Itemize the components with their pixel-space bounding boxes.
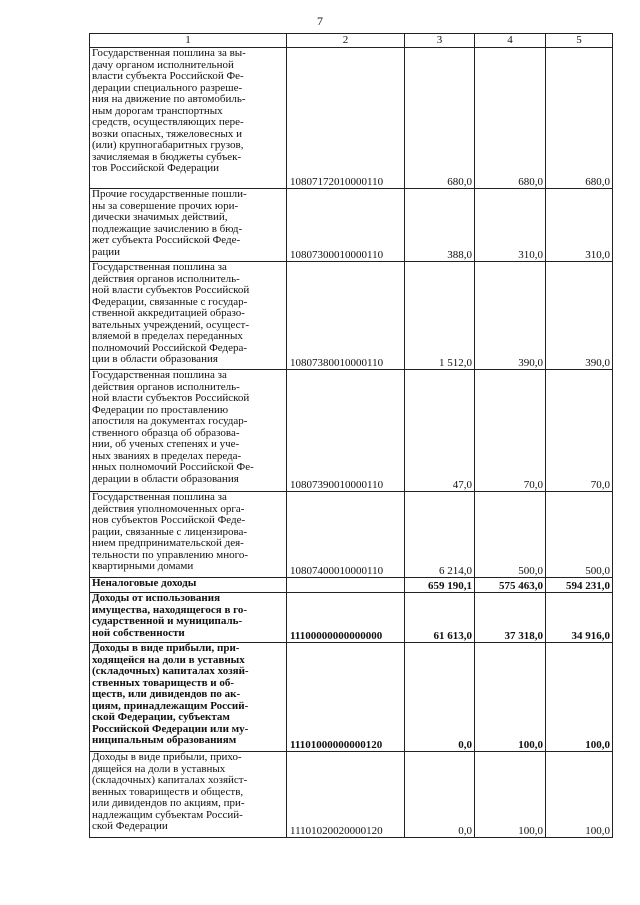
table-row	[90, 370, 613, 492]
table-row	[90, 593, 613, 643]
table-row	[90, 643, 613, 752]
table-row	[90, 578, 613, 593]
revenue-name: Прочие государственные пошли- ны за совершение прочих юри- дически значимых действий, подлежащие зачислению в бюд- жет субъекта Российской Феде- рации	[90, 189, 287, 262]
budget-code	[287, 578, 405, 593]
revenue-name: Государственная пошлина за действия органов исполнитель- ной власти субъектов Российской Федерации по проставлению апостиля на документах государ- ственного образца об образова- нии, об ученых степенях и уче- ных званиях в пределах переда- нных полномочий Российской Фе- дерации в области образования	[90, 370, 287, 492]
value-col3: 47,0	[405, 370, 475, 492]
budget-code: 11101020020000120	[287, 752, 405, 838]
value-col4: 70,0	[475, 370, 546, 492]
value-col4: 310,0	[475, 189, 546, 262]
value-col3: 0,0	[405, 752, 475, 838]
revenue-name: Неналоговые доходы	[90, 578, 287, 593]
column-header-1: 1	[90, 34, 287, 48]
value-col4: 500,0	[475, 492, 546, 578]
budget-code: 11101000000000120	[287, 643, 405, 752]
value-col5: 70,0	[546, 370, 613, 492]
value-col5: 100,0	[546, 752, 613, 838]
table-row	[90, 752, 613, 838]
value-col3: 6 214,0	[405, 492, 475, 578]
value-col5: 680,0	[546, 48, 613, 189]
budget-code: 10807390010000110	[287, 370, 405, 492]
value-col4: 680,0	[475, 48, 546, 189]
value-col3: 388,0	[405, 189, 475, 262]
value-col4: 100,0	[475, 752, 546, 838]
budget-code: 10807172010000110	[287, 48, 405, 189]
table-row	[90, 48, 613, 189]
value-col5: 390,0	[546, 262, 613, 370]
budget-revenue-table	[89, 33, 613, 838]
revenue-name: Доходы в виде прибыли, прихо- дящейся на доли в уставных (складочных) капиталах хозяйст- венных товариществ и обществ, или дивидендов по акциям, при- надлежащим субъектам Россий- ской Федерации	[90, 752, 287, 838]
budget-code: 10807400010000110	[287, 492, 405, 578]
value-col3: 1 512,0	[405, 262, 475, 370]
column-header-2: 2	[287, 34, 405, 48]
value-col5: 594 231,0	[546, 578, 613, 593]
value-col5: 100,0	[546, 643, 613, 752]
page-number: 7	[317, 14, 323, 28]
value-col4: 37 318,0	[475, 593, 546, 643]
column-header-5: 5	[546, 34, 613, 48]
table-row	[90, 189, 613, 262]
value-col4: 100,0	[475, 643, 546, 752]
revenue-name: Государственная пошлина за действия органов исполнитель- ной власти субъектов Российской Федерации, связанные с государ- ственной аккредитацией образо- вательных учреждений, осущест- вляемой в пределах переданных полномочий Российской Федера- ции в области образования	[90, 262, 287, 370]
value-col4: 390,0	[475, 262, 546, 370]
revenue-name: Доходы в виде прибыли, при- ходящейся на доли в уставных (складочных) капиталах хозяй- ственных товариществ и об- ществ, или дивидендов по ак- циям, принадлежащим Россий- ской Федерации, субъектам Российской Федерации или му- ниципальным образованиям	[90, 643, 287, 752]
value-col3: 0,0	[405, 643, 475, 752]
budget-code: 10807380010000110	[287, 262, 405, 370]
value-col3: 680,0	[405, 48, 475, 189]
budget-code: 10807300010000110	[287, 189, 405, 262]
value-col3: 659 190,1	[405, 578, 475, 593]
column-header-3: 3	[405, 34, 475, 48]
revenue-name: Государственная пошлина за действия уполномоченных орга- нов субъектов Российской Феде- рации, связанные с лицензирова- нием предпринимательской дея- тельности по управлению много- квартирными домами	[90, 492, 287, 578]
table-row	[90, 262, 613, 370]
revenue-name: Государственная пошлина за вы- дачу органом исполнительной власти субъекта Российской Фе- дерации специального разреше- ния на движение по автомобиль- ным дорогам транспортных средств, осуществляющих пере- возки опасных, тяжеловесных и (или) крупногабаритных грузов, зачисляемая в бюджеты субъек- тов Российской Федерации	[90, 48, 287, 189]
budget-code: 11100000000000000	[287, 593, 405, 643]
revenue-name: Доходы от использования имущества, находящегося в го- сударственной и муниципаль- ной собственности	[90, 593, 287, 643]
table-row	[90, 492, 613, 578]
value-col3: 61 613,0	[405, 593, 475, 643]
value-col5: 34 916,0	[546, 593, 613, 643]
value-col4: 575 463,0	[475, 578, 546, 593]
value-col5: 310,0	[546, 189, 613, 262]
column-header-4: 4	[475, 34, 546, 48]
value-col5: 500,0	[546, 492, 613, 578]
column-number-row	[90, 34, 613, 48]
